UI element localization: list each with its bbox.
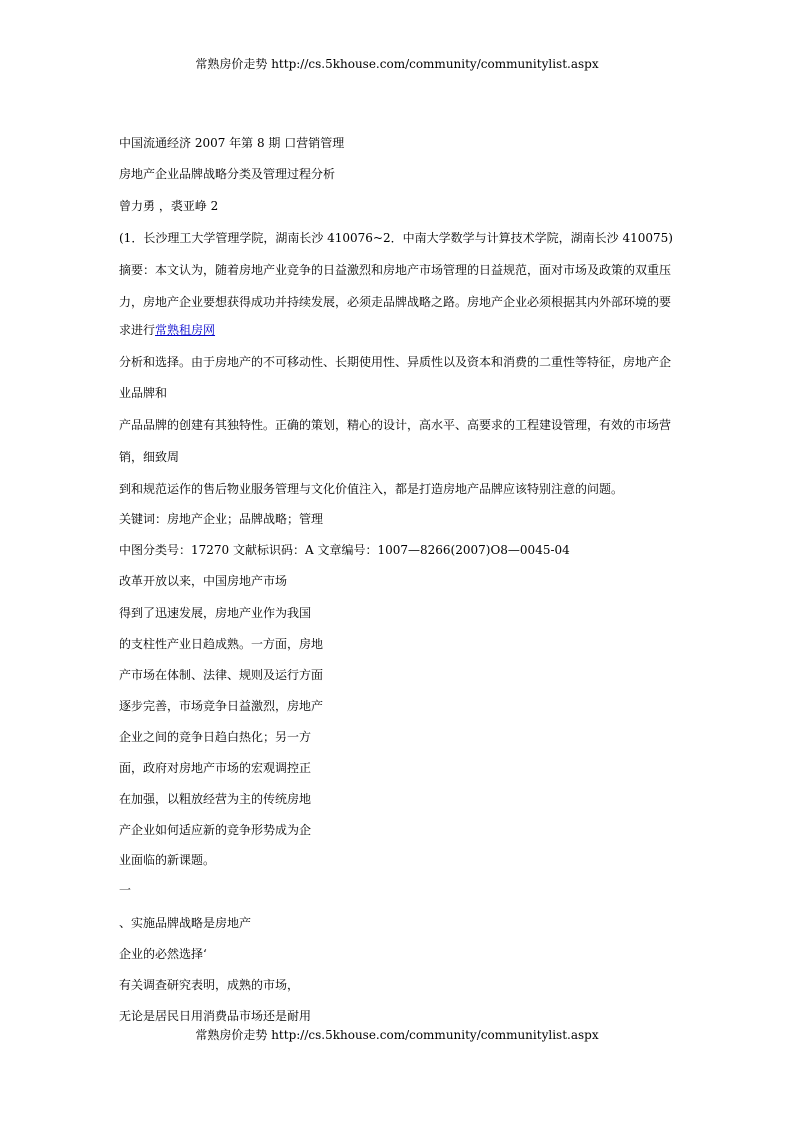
changshu-rental-link[interactable]: 常熟租房网 <box>155 323 216 337</box>
article-title: 房地产企业品牌战略分类及管理过程分析 <box>119 167 336 181</box>
body-line-2: 得到了迅速发展，房地产业作为我国 <box>119 606 312 620</box>
abstract-line-5: 业品牌和 <box>119 386 168 400</box>
abstract-line-3-text: 求进行 <box>119 323 156 337</box>
abstract-line-3 <box>119 323 215 337</box>
body-line-8: 在加强，以粗放经营为主的传统房地 <box>119 792 312 806</box>
abstract-line-2: 力，房地产企业要想获得成功并持续发展，必须走品牌战略之路。房地产企业必须根据其内外部环境的要 <box>119 295 672 309</box>
authors-line: 曾力勇 ，裘亚峥 2 <box>119 199 219 213</box>
section-heading-line-1: 、实施品牌战略是房地产 <box>119 916 252 930</box>
body-line-6: 企业之间的竞争日趋白热化；另一方 <box>119 730 312 744</box>
abstract-line-1: 摘要：本文认为，随着房地产业竞争的日益激烈和房地产市场管理的日益规范，面对市场及政策的双重压 <box>119 263 672 277</box>
body-line-4: 产市场在体制、法律、规则及运行方面 <box>119 668 324 682</box>
body-line-5: 逐步完善，市场竞争日益激烈，房地产 <box>119 699 324 713</box>
page-header: 常熟房价走势 http://cs.5khouse.com/community/communitylist.aspx <box>195 57 599 71</box>
body-line-1: 改革开放以来，中国房地产市场 <box>119 574 288 588</box>
section-body-line-2: 无论是居民日用消费品市场还是耐用 <box>119 1009 312 1023</box>
body-line-7: 面，政府对房地产市场的宏观调控正 <box>119 761 312 775</box>
affiliations-line: (1．长沙理工大学管理学院，湖南长沙 410076~2．中南大学数学与计算技术学院，湖南长沙 410075) <box>119 231 673 245</box>
journal-line: 中国流通经济 2007 年第 8 期 口营销管理 <box>119 136 345 150</box>
section-mark: 一 <box>119 883 132 897</box>
body-line-3: 的支柱性产业日趋成熟。一方面，房地 <box>119 637 324 651</box>
keywords-line: 关键词：房地产企业；品牌战略；管理 <box>119 512 324 526</box>
classification-line: 中图分类号：17270 文献标识码：A 文章编号：1007—8266(2007)O8—0045-04 <box>119 543 570 557</box>
abstract-line-7: 销，细致周 <box>119 450 180 464</box>
page-footer: 常熟房价走势 http://cs.5khouse.com/community/communitylist.aspx <box>195 1028 599 1042</box>
section-heading-line-2: 企业的必然选择‘ <box>119 947 207 961</box>
abstract-line-4: 分析和选择。由于房地产的不可移动性、长期使用性、异质性以及资本和消费的二重性等特征，房地产企 <box>119 355 672 369</box>
section-body-line-1: 有关调查研究表明，成熟的市场， <box>119 978 300 992</box>
abstract-line-8: 到和规范运作的售后物业服务管理与文化价值注入，都是打造房地产品牌应该特别注意的问题。 <box>119 482 624 496</box>
body-line-10: 业面临的新课题。 <box>119 853 216 867</box>
body-line-9: 产企业如何适应新的竞争形势成为企 <box>119 823 312 837</box>
abstract-line-6: 产品品牌的创建有其独特性。正确的策划，精心的设计，高水平、高要求的工程建设管理，有效的市场营 <box>119 418 672 432</box>
